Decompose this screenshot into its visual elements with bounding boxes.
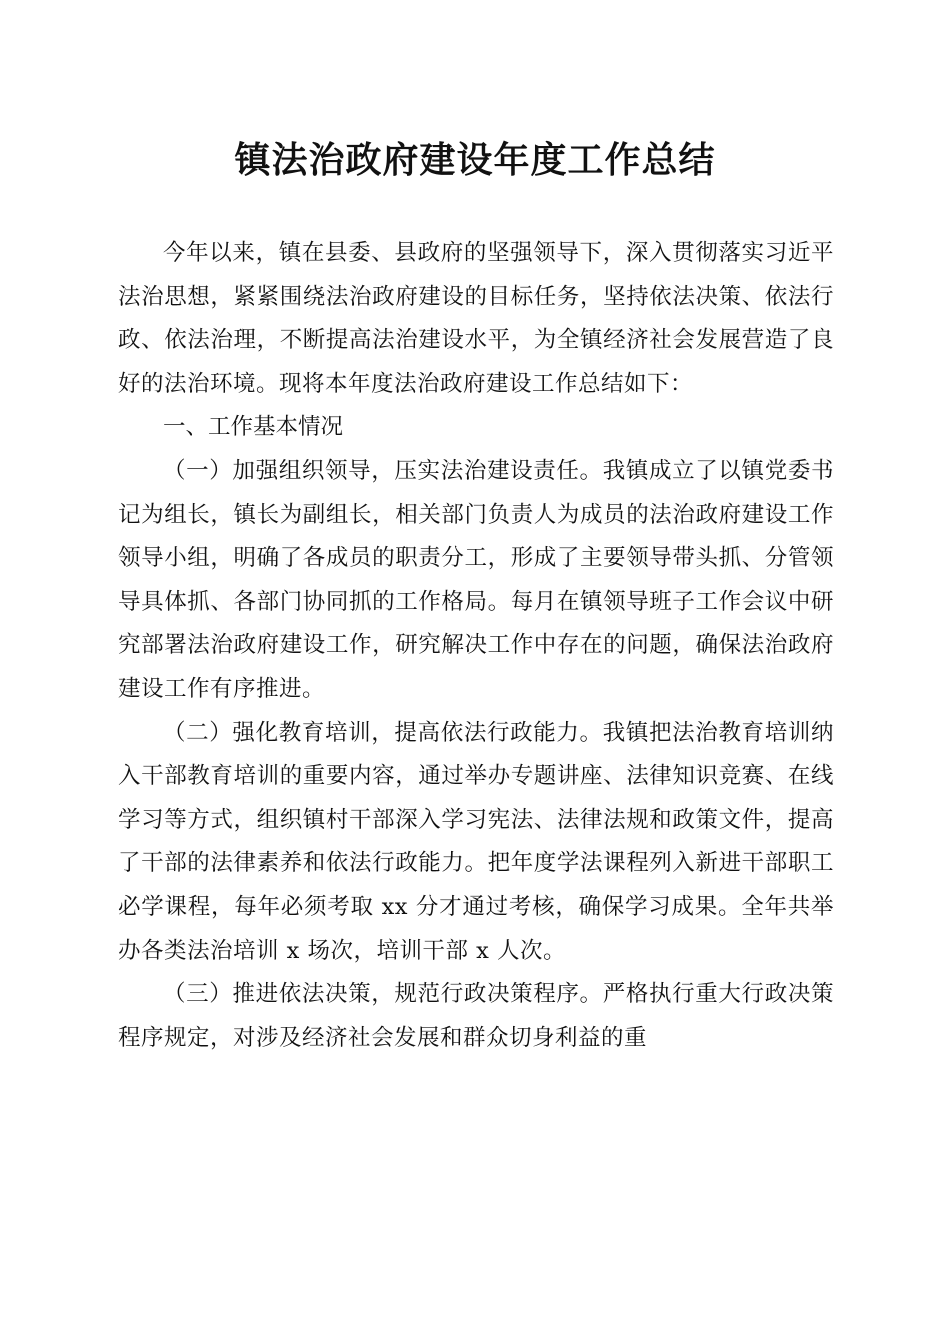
subsection-lead-2: （二）强化教育培训，提高依法行政能力。 — [163, 719, 603, 746]
document-body — [118, 232, 834, 1060]
subsection-text-2: 我镇把法治教育培训纳入干部教育培训的重要内容，通过举办专题讲座、法律知识竞赛、在线学习等方式，组织镇村干部深入学习宪法、法律法规和政策文件，提高了干部的法律素养和依法行政能力。把年度学法课程列入新进干部职工必学课程，每年必须考取 xx 分才通过考核，确保学习成果。全年共举办各类法治培训 x 场次，培训干部 x 人次。 — [118, 719, 834, 964]
subsection-paragraph-1 — [118, 450, 834, 712]
subsection-paragraph-2 — [118, 712, 834, 974]
intro-paragraph: 今年以来，镇在县委、县政府的坚强领导下，深入贯彻落实习近平法治思想，紧紧围绕法治政府建设的目标任务，坚持依法决策、依法行政、依法治理，不断提高法治建设水平，为全镇经济社会发展营造了良好的法治环境。现将本年度法治政府建设工作总结如下： — [118, 240, 834, 397]
subsection-text-1: 我镇成立了以镇党委书记为组长，镇长为副组长，相关部门负责人为成员的法治政府建设工作领导小组，明确了各成员的职责分工，形成了主要领导带头抓、分管领导具体抓、各部门协同抓的工作格局。每月在镇领导班子工作会议中研究部署法治政府建设工作，研究解决工作中存在的问题，确保法治政府建设工作有序推进。 — [118, 457, 834, 702]
section-heading: 一、工作基本情况 — [163, 414, 344, 441]
subsection-lead-1: （一）加强组织领导，压实法治建设责任。 — [163, 457, 603, 484]
subsection-paragraph-3 — [118, 973, 834, 1060]
subsection-lead-3: （三）推进依法决策，规范行政决策程序。 — [163, 981, 603, 1008]
document-title: 镇法治政府建设年度工作总结 — [234, 139, 716, 181]
subsection-text-3: 严格执行重大行政决策程序规定，对涉及经济社会发展和群众切身利益的重 — [118, 981, 834, 1051]
